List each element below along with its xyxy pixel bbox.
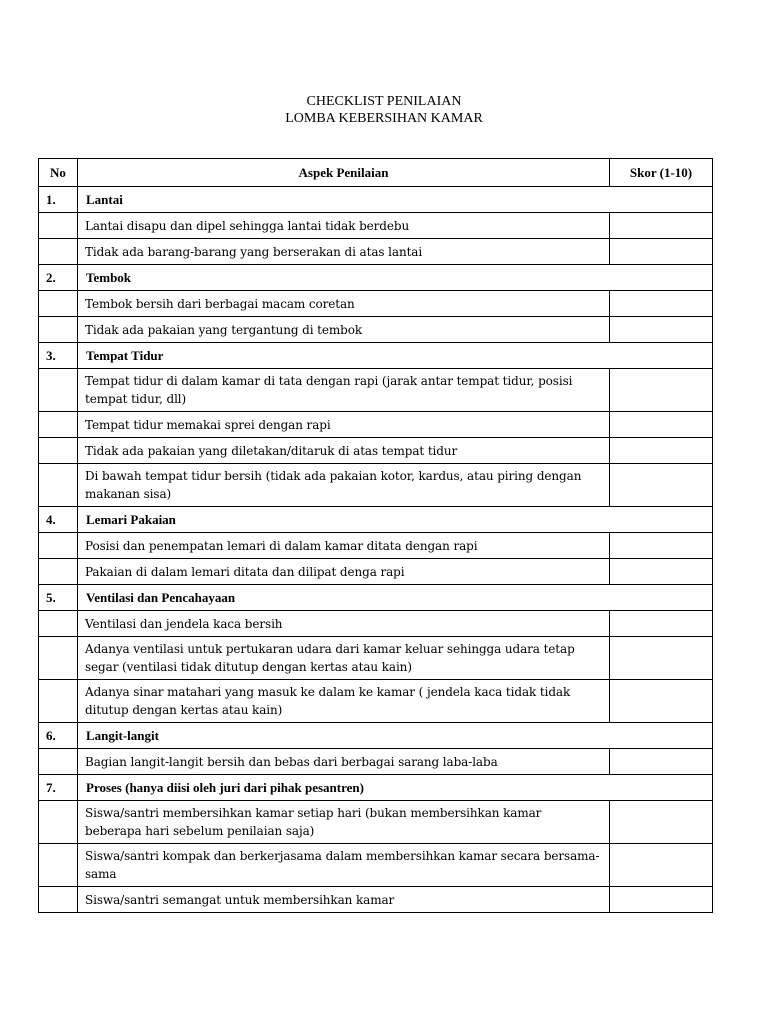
- aspect-text: Siswa/santri membersihkan kamar setiap hari (bukan membersihkan kamar beberapa hari sebelum penilaian saja): [85, 806, 542, 838]
- aspect-cell: [78, 680, 610, 723]
- item-number-cell: [39, 533, 78, 559]
- aspect-cell: [78, 749, 610, 775]
- score-cell[interactable]: [610, 239, 713, 265]
- item-number-cell: [39, 844, 78, 887]
- item-number-cell: [39, 464, 78, 507]
- aspect-cell: [78, 844, 610, 887]
- aspect-text: Bagian langit-langit bersih dan bebas dari berbagai sarang laba-laba: [85, 754, 498, 769]
- aspect-cell: [78, 213, 610, 239]
- aspect-cell: [78, 239, 610, 265]
- aspect-cell: [78, 438, 610, 464]
- score-cell[interactable]: [610, 680, 713, 723]
- section-title: Lantai: [78, 187, 713, 213]
- table-row: [39, 749, 713, 775]
- score-cell[interactable]: [610, 611, 713, 637]
- table-row: [39, 611, 713, 637]
- score-cell[interactable]: [610, 438, 713, 464]
- item-number-cell: [39, 801, 78, 844]
- header-no: No: [39, 159, 78, 187]
- item-number-cell: [39, 291, 78, 317]
- aspect-text: Tidak ada barang-barang yang berserakan di atas lantai: [85, 244, 423, 259]
- aspect-text: Tempat tidur memakai sprei dengan rapi: [85, 417, 331, 432]
- item-number-cell: [39, 680, 78, 723]
- section-row: [39, 775, 713, 801]
- section-number: 3.: [39, 343, 78, 369]
- item-number-cell: [39, 611, 78, 637]
- aspect-text: Tidak ada pakaian yang tergantung di tembok: [85, 322, 363, 337]
- table-row: [39, 887, 713, 913]
- section-number: 1.: [39, 187, 78, 213]
- aspect-cell: [78, 533, 610, 559]
- score-cell[interactable]: [610, 412, 713, 438]
- aspect-text: Ventilasi dan jendela kaca bersih: [85, 616, 283, 631]
- table-row: [39, 291, 713, 317]
- table-row: [39, 213, 713, 239]
- table-row: [39, 464, 713, 507]
- item-number-cell: [39, 317, 78, 343]
- section-row: [39, 723, 713, 749]
- aspect-cell: [78, 291, 610, 317]
- table-row: [39, 637, 713, 680]
- section-row: [39, 187, 713, 213]
- section-row: [39, 507, 713, 533]
- aspect-cell: [78, 412, 610, 438]
- header-score: Skor (1-10): [610, 159, 713, 187]
- aspect-cell: [78, 369, 610, 412]
- section-row: [39, 265, 713, 291]
- score-cell[interactable]: [610, 801, 713, 844]
- aspect-cell: [78, 801, 610, 844]
- title-line-2: LOMBA KEBERSIHAN KAMAR: [285, 111, 483, 126]
- item-number-cell: [39, 438, 78, 464]
- checklist-body: [39, 187, 713, 913]
- score-cell[interactable]: [610, 369, 713, 412]
- section-title: Ventilasi dan Pencahayaan: [78, 585, 713, 611]
- score-cell[interactable]: [610, 533, 713, 559]
- item-number-cell: [39, 369, 78, 412]
- aspect-text: Tembok bersih dari berbagai macam coretan: [85, 296, 355, 311]
- score-cell[interactable]: [610, 317, 713, 343]
- table-row: [39, 844, 713, 887]
- score-cell[interactable]: [610, 464, 713, 507]
- title-line-1: CHECKLIST PENILAIAN: [306, 94, 462, 109]
- section-number: 7.: [39, 775, 78, 801]
- aspect-text: Pakaian di dalam lemari ditata dan dilipat denga rapi: [85, 564, 405, 579]
- item-number-cell: [39, 749, 78, 775]
- aspect-text: Lantai disapu dan dipel sehingga lantai tidak berdebu: [85, 218, 410, 233]
- table-header-row: [39, 159, 713, 187]
- section-number: 4.: [39, 507, 78, 533]
- section-title: Lemari Pakaian: [78, 507, 713, 533]
- section-number: 5.: [39, 585, 78, 611]
- section-number: 2.: [39, 265, 78, 291]
- header-aspect: Aspek Penilaian: [78, 159, 610, 187]
- table-row: [39, 533, 713, 559]
- aspect-text: Adanya sinar matahari yang masuk ke dalam ke kamar ( jendela kaca tidak tidak ditutup dengan kertas atau kain): [85, 685, 571, 717]
- aspect-cell: [78, 559, 610, 585]
- item-number-cell: [39, 412, 78, 438]
- score-cell[interactable]: [610, 559, 713, 585]
- section-title: Langit-langit: [78, 723, 713, 749]
- aspect-text: Di bawah tempat tidur bersih (tidak ada pakaian kotor, kardus, atau piring dengan makanan sisa): [85, 469, 582, 501]
- aspect-cell: [78, 887, 610, 913]
- aspect-text: Siswa/santri semangat untuk membersihkan kamar: [85, 892, 395, 907]
- aspect-text: Tidak ada pakaian yang diletakan/ditaruk di atas tempat tidur: [85, 443, 458, 458]
- section-row: [39, 585, 713, 611]
- document-title: [0, 93, 768, 127]
- section-title: Tempat Tidur: [78, 343, 713, 369]
- aspect-text: Adanya ventilasi untuk pertukaran udara dari kamar keluar sehingga udara tetap segar (ventilasi tidak ditutup dengan kertas atau kain): [85, 642, 575, 674]
- checklist-table: [38, 158, 713, 913]
- aspect-cell: [78, 317, 610, 343]
- score-cell[interactable]: [610, 887, 713, 913]
- aspect-cell: [78, 637, 610, 680]
- item-number-cell: [39, 559, 78, 585]
- score-cell[interactable]: [610, 749, 713, 775]
- aspect-cell: [78, 611, 610, 637]
- aspect-text: Tempat tidur di dalam kamar di tata dengan rapi (jarak antar tempat tidur, posisi tempat tidur, dll): [85, 374, 573, 406]
- section-row: [39, 343, 713, 369]
- score-cell[interactable]: [610, 844, 713, 887]
- item-number-cell: [39, 239, 78, 265]
- aspect-text: Posisi dan penempatan lemari di dalam kamar ditata dengan rapi: [85, 538, 478, 553]
- section-title: Tembok: [78, 265, 713, 291]
- score-cell[interactable]: [610, 637, 713, 680]
- item-number-cell: [39, 213, 78, 239]
- section-title: Proses (hanya diisi oleh juri dari pihak pesantren): [78, 775, 713, 801]
- section-number: 6.: [39, 723, 78, 749]
- table-row: [39, 680, 713, 723]
- score-cell[interactable]: [610, 291, 713, 317]
- table-row: [39, 412, 713, 438]
- table-row: [39, 801, 713, 844]
- item-number-cell: [39, 887, 78, 913]
- score-cell[interactable]: [610, 213, 713, 239]
- table-row: [39, 239, 713, 265]
- table-row: [39, 369, 713, 412]
- item-number-cell: [39, 637, 78, 680]
- table-row: [39, 559, 713, 585]
- table-row: [39, 438, 713, 464]
- aspect-text: Siswa/santri kompak dan berkerjasama dalam membersihkan kamar secara bersama-sama: [85, 849, 600, 881]
- aspect-cell: [78, 464, 610, 507]
- table-row: [39, 317, 713, 343]
